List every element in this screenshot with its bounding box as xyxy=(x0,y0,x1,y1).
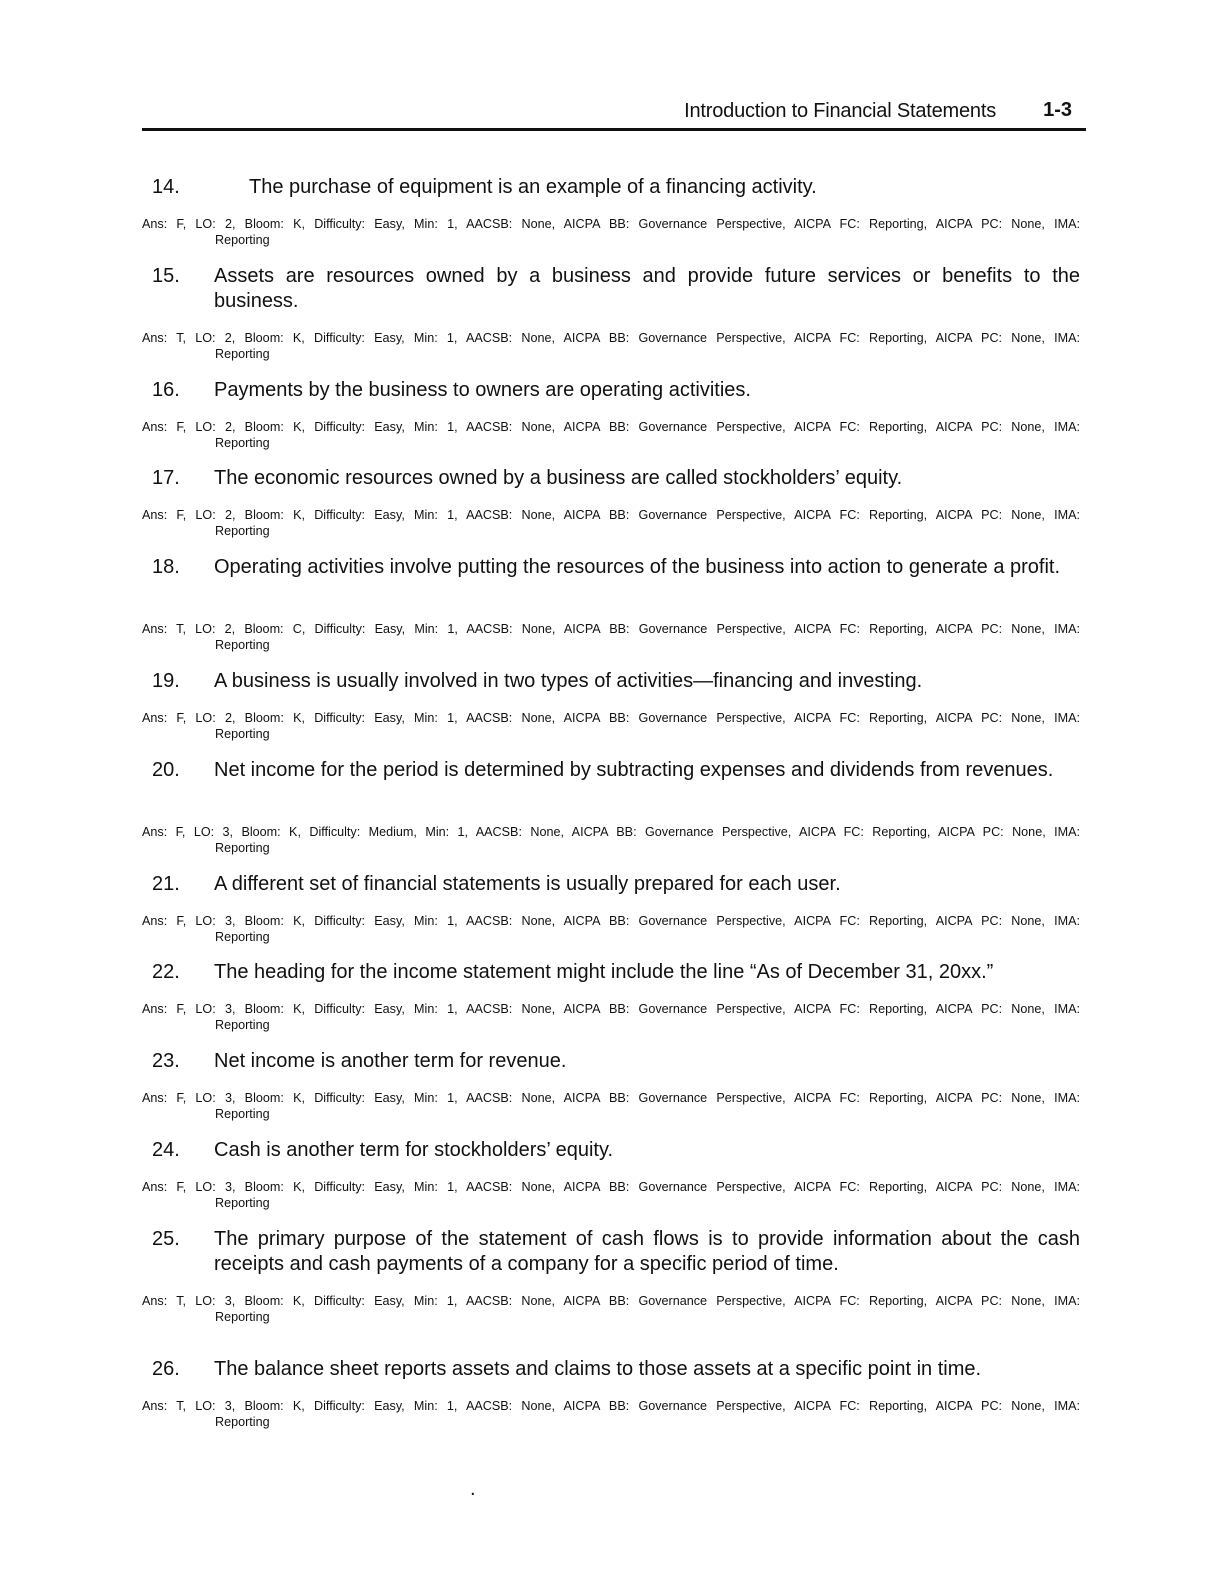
question-text: Cash is another term for stockholders’ equity. xyxy=(214,1139,614,1161)
question-number: 24. xyxy=(152,1139,180,1161)
answer-line: Ans: T, LO: 3, Bloom: K, Difficulty: Easy, Min: 1, AACSB: None, AICPA BB: Governance Perspective, AICPA FC: Reporting, AICPA PC: None, IMA: xyxy=(142,1399,1080,1413)
answer-metadata xyxy=(142,419,1080,451)
answer-continuation: Reporting xyxy=(215,524,270,538)
question-number: 14. xyxy=(152,176,180,198)
question-item xyxy=(142,555,1082,605)
answer-metadata xyxy=(142,507,1080,539)
answer-metadata xyxy=(142,1179,1080,1211)
answer-metadata xyxy=(142,710,1080,742)
question-text: The primary purpose of the statement of cash flows is to provide information about the cash receipts and cash payments of a company for a specific period of time. xyxy=(214,1228,1080,1275)
page-number: 1-3 xyxy=(1043,99,1072,121)
question-number: 22. xyxy=(152,961,180,983)
answer-continuation: Reporting xyxy=(215,233,270,247)
question-number: 18. xyxy=(152,556,180,578)
answer-continuation: Reporting xyxy=(215,930,270,944)
answer-line: Ans: F, LO: 3, Bloom: K, Difficulty: Easy, Min: 1, AACSB: None, AICPA BB: Governance Perspective, AICPA FC: Reporting, AICPA PC: None, IMA: xyxy=(142,914,1080,928)
answer-line: Ans: F, LO: 2, Bloom: K, Difficulty: Easy, Min: 1, AACSB: None, AICPA BB: Governance Perspective, AICPA FC: Reporting, AICPA PC: None, IMA: xyxy=(142,711,1080,725)
answer-line: Ans: T, LO: 2, Bloom: C, Difficulty: Easy, Min: 1, AACSB: None, AICPA BB: Governance Perspective, AICPA FC: Reporting, AICPA PC: None, IMA: xyxy=(142,622,1080,636)
question-number: 23. xyxy=(152,1050,180,1072)
answer-metadata xyxy=(142,330,1080,362)
question-text: Payments by the business to owners are operating activities. xyxy=(214,379,751,401)
answer-metadata xyxy=(142,216,1080,248)
answer-continuation: Reporting xyxy=(215,347,270,361)
answer-continuation: Reporting xyxy=(215,1107,270,1121)
answer-continuation: Reporting xyxy=(215,841,270,855)
question-text: The economic resources owned by a business are called stockholders’ equity. xyxy=(214,467,903,489)
answer-line: Ans: F, LO: 3, Bloom: K, Difficulty: Easy, Min: 1, AACSB: None, AICPA BB: Governance Perspective, AICPA FC: Reporting, AICPA PC: None, IMA: xyxy=(142,1091,1080,1105)
chapter-title: Introduction to Financial Statements xyxy=(684,100,996,122)
answer-continuation: Reporting xyxy=(215,727,270,741)
answer-continuation: Reporting xyxy=(215,1196,270,1210)
answer-metadata xyxy=(142,1001,1080,1033)
answer-continuation: Reporting xyxy=(215,436,270,450)
question-number: 20. xyxy=(152,759,180,781)
answer-metadata xyxy=(142,1293,1080,1325)
answer-metadata xyxy=(142,824,1080,856)
answer-line: Ans: F, LO: 2, Bloom: K, Difficulty: Easy, Min: 1, AACSB: None, AICPA BB: Governance Perspective, AICPA FC: Reporting, AICPA PC: None, IMA: xyxy=(142,508,1080,522)
question-item xyxy=(142,758,1082,808)
question-number: 21. xyxy=(152,873,180,895)
question-number: 19. xyxy=(152,670,180,692)
question-item xyxy=(142,1227,1082,1277)
answer-metadata xyxy=(142,621,1080,653)
question-text: Net income is another term for revenue. xyxy=(214,1050,567,1072)
question-number: 17. xyxy=(152,467,180,489)
answer-line: Ans: F, LO: 2, Bloom: K, Difficulty: Easy, Min: 1, AACSB: None, AICPA BB: Governance Perspective, AICPA FC: Reporting, AICPA PC: None, IMA: xyxy=(142,217,1080,231)
page-header xyxy=(142,98,1086,131)
question-text: The balance sheet reports assets and claims to those assets at a specific point in time. xyxy=(214,1358,982,1380)
question-text: The heading for the income statement might include the line “As of December 31, 20xx.” xyxy=(214,961,994,983)
question-text: The purchase of equipment is an example of a financing activity. xyxy=(249,176,817,198)
answer-continuation: Reporting xyxy=(215,1018,270,1032)
answer-line: Ans: T, LO: 3, Bloom: K, Difficulty: Easy, Min: 1, AACSB: None, AICPA BB: Governance Perspective, AICPA FC: Reporting, AICPA PC: None, IMA: xyxy=(142,1294,1080,1308)
answer-continuation: Reporting xyxy=(215,1415,270,1429)
question-number: 15. xyxy=(152,265,180,287)
answer-metadata xyxy=(142,1090,1080,1122)
question-text: Net income for the period is determined by subtracting expenses and dividends from revenues. xyxy=(214,759,1054,781)
answer-line: Ans: T, LO: 2, Bloom: K, Difficulty: Easy, Min: 1, AACSB: None, AICPA BB: Governance Perspective, AICPA FC: Reporting, AICPA PC: None, IMA: xyxy=(142,331,1080,345)
question-text: A different set of financial statements is usually prepared for each user. xyxy=(214,873,841,895)
question-item xyxy=(142,264,1082,314)
question-number: 26. xyxy=(152,1358,180,1380)
question-text: Operating activities involve putting the resources of the business into action to generate a profit. xyxy=(214,556,1061,578)
question-text: A business is usually involved in two types of activities—financing and investing. xyxy=(214,670,923,692)
answer-metadata xyxy=(142,1398,1080,1430)
footer-mark: . xyxy=(470,1478,476,1500)
question-number: 16. xyxy=(152,379,180,401)
answer-line: Ans: F, LO: 3, Bloom: K, Difficulty: Easy, Min: 1, AACSB: None, AICPA BB: Governance Perspective, AICPA FC: Reporting, AICPA PC: None, IMA: xyxy=(142,1002,1080,1016)
answer-continuation: Reporting xyxy=(215,638,270,652)
answer-continuation: Reporting xyxy=(215,1310,270,1324)
answer-line: Ans: F, LO: 2, Bloom: K, Difficulty: Easy, Min: 1, AACSB: None, AICPA BB: Governance Perspective, AICPA FC: Reporting, AICPA PC: None, IMA: xyxy=(142,420,1080,434)
answer-metadata xyxy=(142,913,1080,945)
question-text: Assets are resources owned by a business and provide future services or benefits to the business. xyxy=(214,265,1080,312)
answer-line: Ans: F, LO: 3, Bloom: K, Difficulty: Easy, Min: 1, AACSB: None, AICPA BB: Governance Perspective, AICPA FC: Reporting, AICPA PC: None, IMA: xyxy=(142,1180,1080,1194)
question-number: 25. xyxy=(152,1228,180,1250)
answer-line: Ans: F, LO: 3, Bloom: K, Difficulty: Medium, Min: 1, AACSB: None, AICPA BB: Governance Perspective, AICPA FC: Reporting, AICPA PC: None, IMA: xyxy=(142,825,1080,839)
